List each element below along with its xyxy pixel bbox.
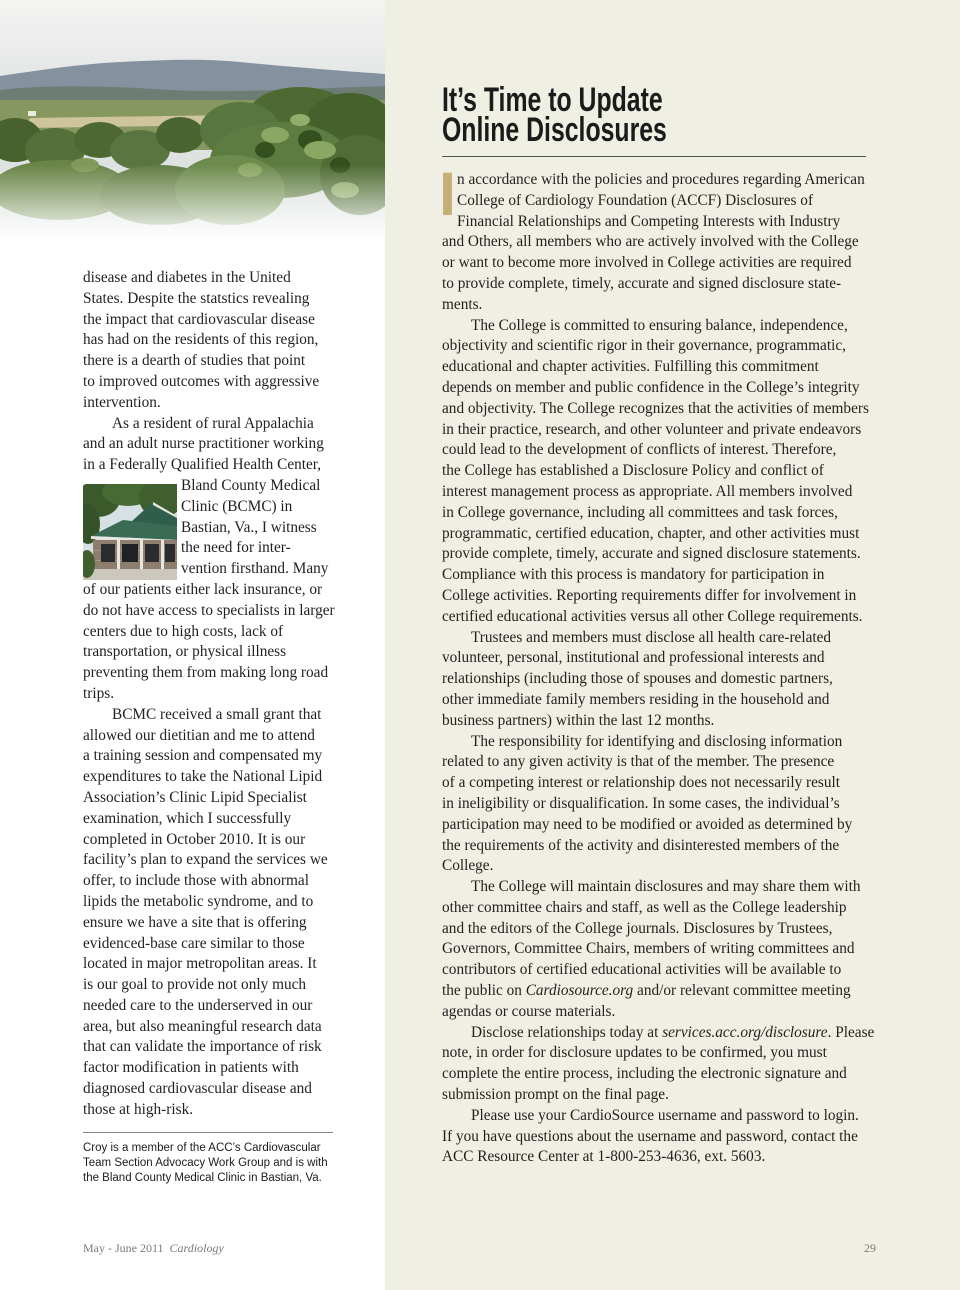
text-line: Bland County Medical [181, 476, 321, 494]
drop-cap: I [439, 160, 456, 228]
text-line: Clinic (BCMC) in [181, 497, 293, 515]
text-run: Disclose relationships today at [471, 1023, 663, 1041]
text-line: could lead to the development of conflicts of interest. Therefore, [442, 441, 837, 459]
text-line: trips. [83, 684, 115, 702]
text-line: Trustees and members must disclose all health care-related [471, 628, 832, 646]
text-line: BCMC received a small grant that [112, 705, 322, 723]
article-body [442, 170, 912, 1168]
text-line: Team Section Advocacy Work Group and is with [83, 1157, 328, 1169]
text-line: participation may need to be modified or avoided as determined by [442, 815, 853, 833]
article-paragraph-7 [442, 1106, 912, 1168]
text-run: the public on [442, 982, 526, 1000]
title-divider [442, 156, 866, 157]
text-line: there is a dearth of studies that point [83, 352, 306, 370]
text-line: centers due to high costs, lack of [83, 622, 284, 640]
text-line: and the editors of the College journals. Disclosures by Trustees, [442, 919, 833, 937]
text-line: As a resident of rural Appalachia [112, 414, 314, 432]
text-line: a training session and compensated my [83, 747, 323, 765]
text-line: has had on the residents of this region, [83, 331, 319, 349]
text-line: to improved outcomes with aggressive [83, 372, 320, 390]
text-line: intervention. [83, 393, 161, 411]
text-line: expenditures to take the National Lipid [83, 768, 323, 786]
text-line: facility’s plan to expand the services we [83, 851, 328, 869]
text-line: Association’s Clinic Lipid Specialist [83, 788, 307, 806]
text-line: or want to become more involved in College activities are required [442, 254, 852, 272]
text-line: Governors, Committee Chairs, members of writing committees and [442, 940, 855, 958]
text-line: submission prompt on the final page. [442, 1086, 669, 1104]
text-line: that can validate the importance of risk [83, 1038, 322, 1056]
text-line: disease and diabetes in the United [83, 269, 291, 286]
text-line: agendas or course materials. [442, 1002, 616, 1020]
text-line: of a competing interest or relationship does not necessarily result [442, 774, 841, 792]
article-paragraph-3 [442, 628, 912, 732]
text-line: preventing them from making long road [83, 664, 329, 682]
text-line: College. [442, 857, 494, 875]
text-line: objectivity and scientific rigor in their governance, programmatic, [442, 337, 846, 355]
text-line: ensure we have a site that is offering [83, 913, 307, 931]
text-line: in ineligibility or disqualification. In some cases, the individual’s [442, 794, 840, 812]
text-line: completed in October 2010. It is our [83, 830, 306, 848]
text-line: and objectivity. The College recognizes that the activities of members [442, 399, 869, 417]
left-paragraph-3 [83, 705, 378, 1121]
text-line: note, in order for disclosure updates to be confirmed, you must [442, 1044, 827, 1062]
text-line [442, 1023, 912, 1044]
text-line: lipids the metabolic syndrome, and to [83, 892, 314, 910]
landscape-photo [0, 0, 385, 250]
text-line: allowed our dietitian and me to attend [83, 726, 315, 744]
text-line: Financial Relationships and Competing Interests with Industry [457, 212, 841, 230]
text-line: interest management process as appropriate. All members involved [442, 482, 853, 500]
text-line: educational and chapter activities. Fulfilling this commitment [442, 358, 819, 376]
text-line: depends on member and public confidence in the College’s integrity [442, 378, 860, 396]
text-line: the Bland County Medical Clinic in Bastian, Va. [83, 1172, 322, 1184]
text-line: If you have questions about the username and password, contact the [442, 1127, 858, 1145]
left-paragraph-1 [83, 268, 378, 414]
text-line: ACC Resource Center at 1-800-253-4636, ext. 5603. [442, 1148, 766, 1166]
article-paragraph-2 [442, 316, 912, 628]
clinic-building-photo [83, 484, 177, 580]
page-footer [83, 1241, 224, 1255]
text-line: The responsibility for identifying and disclosing information [471, 732, 843, 750]
text-line: n accordance with the policies and procedures regarding American [457, 171, 865, 188]
article-paragraph-6 [442, 1023, 912, 1106]
text-line: in their practice, research, and other volunteer and private endeavors [442, 420, 862, 438]
left-column-text [83, 268, 378, 1121]
text-line: Please use your CardioSource username and password to login. [471, 1106, 859, 1124]
text-line: the impact that cardiovascular disease [83, 310, 315, 328]
text-line: located in major metropolitan areas. It [83, 955, 317, 973]
text-line: transportation, or physical illness [83, 643, 287, 661]
text-line: business partners) within the last 12 months. [442, 711, 715, 729]
author-bio [83, 1141, 328, 1186]
text-line: and an adult nurse practitioner working [83, 435, 324, 453]
article-title-line-2: Online Disclosures [442, 111, 667, 149]
text-line: College of Cardiology Foundation (ACCF) Disclosures of [457, 191, 814, 209]
article-title [442, 81, 667, 149]
italic-web-address: services.acc.org/disclosure [662, 1023, 828, 1041]
text-line: provide complete, timely, accurate and signed disclosure statements. [442, 545, 861, 563]
text-line: States. Despite the statstics revealing [83, 289, 310, 307]
text-line: diagnosed cardiovascular disease and [83, 1080, 312, 1098]
article-paragraph-4 [442, 732, 912, 878]
text-line: contributors of certified educational activities will be available to [442, 961, 842, 979]
publication-name: Cardiology [169, 1241, 224, 1255]
text-line: to provide complete, timely, accurate and signed disclosure state- [442, 274, 842, 292]
text-line: other immediate family members residing in the household and [442, 690, 830, 708]
bio-divider [83, 1132, 333, 1133]
text-line: The College will maintain disclosures and may share them with [471, 878, 861, 896]
text-line: Compliance with this process is mandatory for participation in [442, 566, 825, 584]
text-line: offer, to include those with abnormal [83, 872, 309, 890]
italic-web-address: Cardiosource.org [525, 982, 634, 1000]
text-line: other committee chairs and staff, as well as the College leadership [442, 898, 847, 916]
text-line: complete the entire process, including the electronic signature and [442, 1065, 847, 1083]
text-line: College activities. Reporting requirements differ for involvement in [442, 586, 857, 604]
issue-date: May - June 2011 [83, 1241, 164, 1255]
text-line: in College governance, including all committees and task forces, [442, 503, 838, 521]
text-line: do not have access to specialists in larger [83, 601, 335, 619]
text-line: and Others, all members who are actively involved with the College [442, 233, 859, 251]
text-line: evidenced-base care similar to those [83, 934, 305, 952]
text-line: examination, which I successfully [83, 809, 292, 827]
page-number: 29 [864, 1241, 876, 1255]
text-line: Croy is a member of the ACC’s Cardiovascular [83, 1142, 321, 1154]
text-line [442, 981, 912, 1002]
text-line: the requirements of the activity and disinterested members of the [442, 836, 840, 854]
text-line: in a Federally Qualified Health Center, [83, 456, 322, 474]
text-run: . Please [827, 1023, 875, 1041]
text-line: ments. [442, 295, 483, 313]
text-run: and/or relevant committee meeting [633, 982, 851, 1000]
text-line: the need for inter- [181, 539, 291, 557]
text-line: factor modification in patients with [83, 1059, 299, 1077]
text-line: The College is committed to ensuring balance, independence, [471, 316, 848, 334]
article-paragraph-1 [442, 170, 912, 316]
text-line: of our patients either lack insurance, or [83, 580, 323, 598]
text-line: vention firsthand. Many [181, 560, 329, 578]
text-line: the College has established a Disclosure Policy and conflict of [442, 462, 824, 480]
text-line: volunteer, personal, institutional and professional interests and [442, 649, 825, 667]
text-line: those at high-risk. [83, 1100, 194, 1118]
text-line: Bastian, Va., I witness [181, 518, 317, 536]
text-line: area, but also meaningful research data [83, 1017, 322, 1035]
text-line: needed care to the underserved in our [83, 996, 313, 1014]
article-paragraph-5 [442, 877, 912, 1023]
text-line: related to any given activity is that of the member. The presence [442, 753, 835, 771]
text-line: relationships (including those of spouses and domestic partners, [442, 670, 833, 688]
text-line: certified educational activities versus all other College requirements. [442, 607, 863, 625]
text-line: is our goal to provide not only much [83, 976, 307, 994]
text-line: programmatic, certified education, chapter, and other activities must [442, 524, 860, 542]
article-title-line-1: It’s Time to Update [442, 81, 663, 119]
